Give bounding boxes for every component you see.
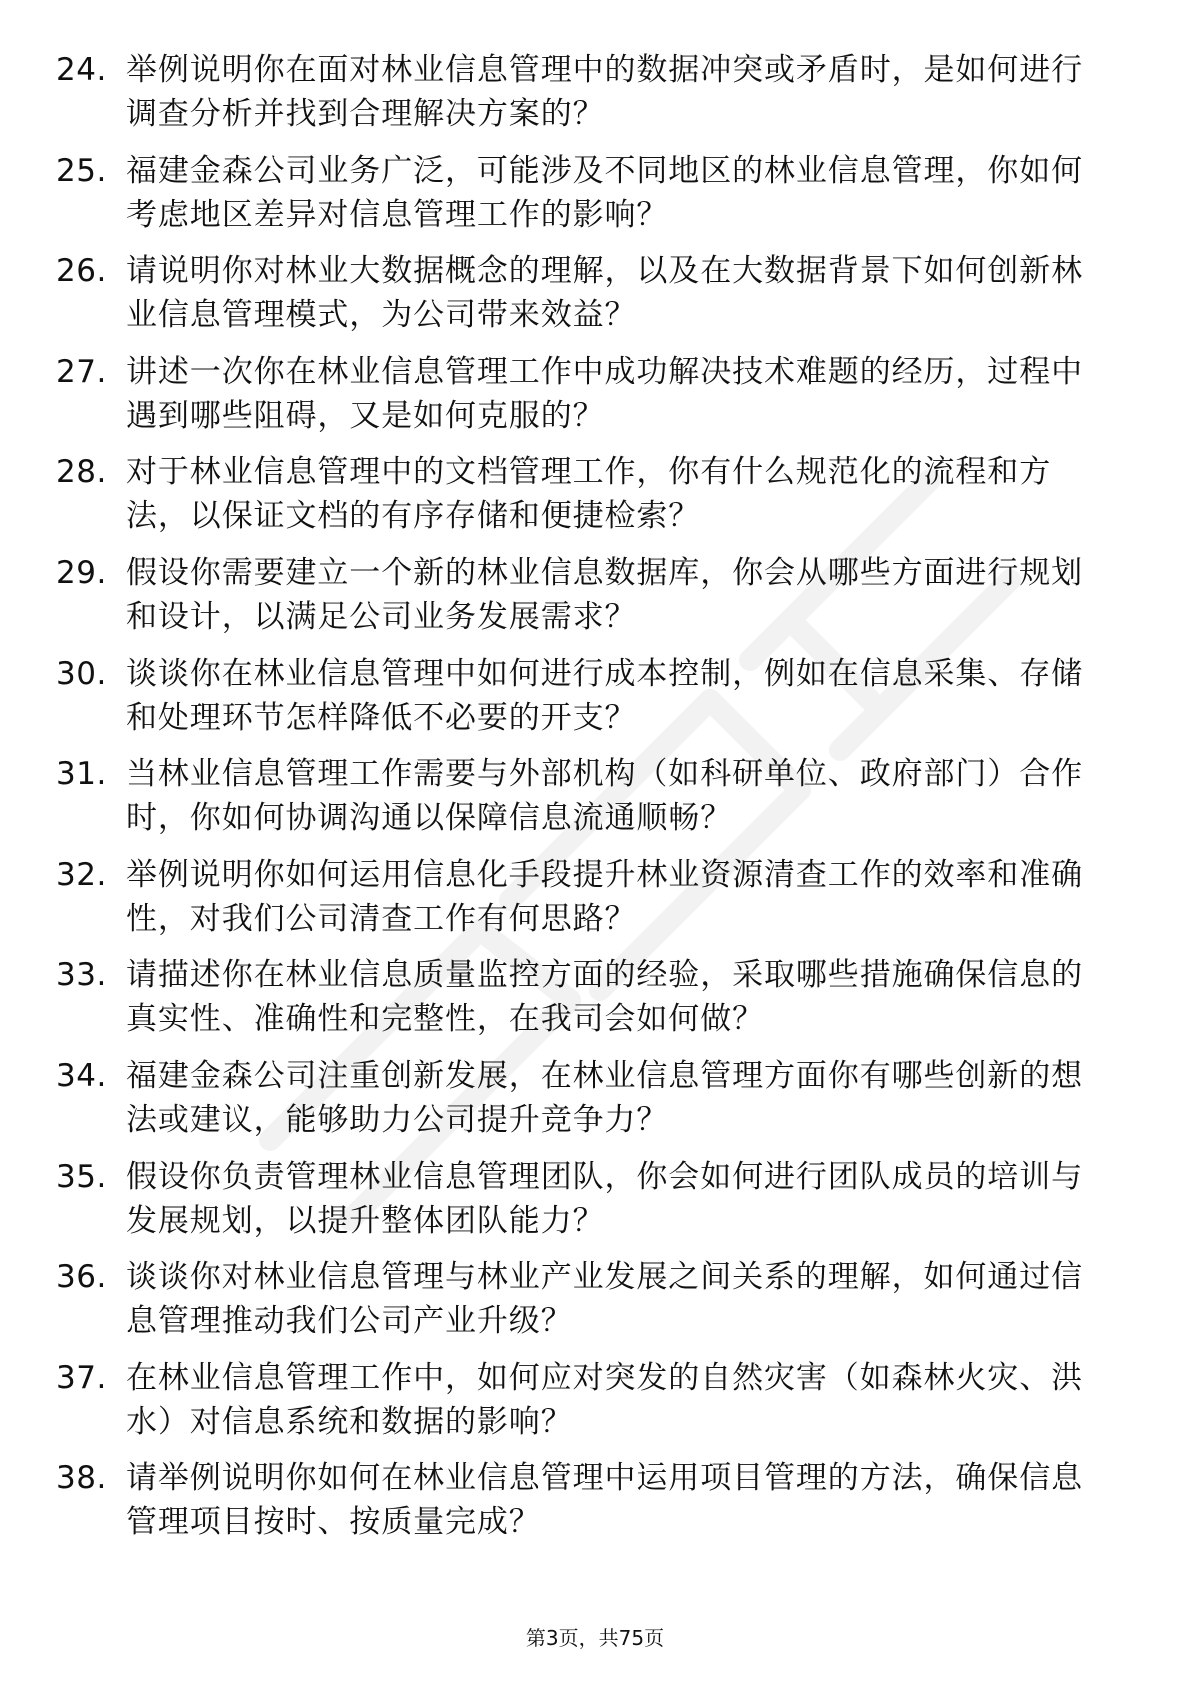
question-item	[56, 1054, 1106, 1155]
question-number: 24.	[56, 52, 107, 88]
question-item	[56, 652, 1106, 753]
question-item	[56, 350, 1106, 451]
question-item	[56, 1356, 1106, 1457]
question-text: 举例说明你如何运用信息化手段提升林业资源清查工作的效率和准确性，对我们公司清查工作有何思路？	[126, 856, 1083, 937]
question-text: 请描述你在林业信息质量监控方面的经验，采取哪些措施确保信息的真实性、准确性和完整性，在我司会如何做？	[126, 957, 1083, 1038]
question-text: 对于林业信息管理中的文档管理工作，你有什么规范化的流程和方法，以保证文档的有序存储和便捷检索？	[126, 454, 1052, 535]
question-text: 福建金森公司注重创新发展，在林业信息管理方面你有哪些创新的想法或建议，能够助力公司提升竞争力？	[126, 1057, 1083, 1138]
question-number: 31.	[56, 756, 107, 793]
question-item	[56, 752, 1106, 853]
question-text: 举例说明你在面对林业信息管理中的数据冲突或矛盾时，是如何进行调查分析并找到合理解决方案的？	[126, 52, 1083, 132]
question-number: 38.	[56, 1460, 107, 1497]
question-number: 36.	[56, 1259, 107, 1296]
question-text: 假设你需要建立一个新的林业信息数据库，你会从哪些方面进行规划和设计，以满足公司业务发展需求？	[126, 554, 1083, 635]
question-item	[56, 953, 1106, 1054]
question-item	[56, 249, 1106, 350]
question-item	[56, 149, 1106, 250]
question-number: 28.	[56, 454, 107, 491]
question-item	[56, 551, 1106, 652]
question-text: 福建金森公司业务广泛，可能涉及不同地区的林业信息管理，你如何考虑地区差异对信息管理工作的影响？	[126, 152, 1083, 233]
question-text: 当林业信息管理工作需要与外部机构（如科研单位、政府部门）合作时，你如何协调沟通以保障信息流通顺畅？	[126, 756, 1083, 837]
question-text: 请说明你对林业大数据概念的理解，以及在大数据背景下如何创新林业信息管理模式，为公司带来效益？	[126, 253, 1083, 334]
question-list	[56, 48, 1106, 1557]
question-number: 30.	[56, 655, 107, 692]
question-item	[56, 853, 1106, 954]
question-item	[56, 1456, 1106, 1557]
question-number: 34.	[56, 1057, 107, 1094]
question-number: 33.	[56, 957, 107, 994]
question-number: 26.	[56, 253, 107, 290]
question-text: 请举例说明你如何在林业信息管理中运用项目管理的方法，确保信息管理项目按时、按质量完成？	[126, 1460, 1083, 1541]
question-text: 讲述一次你在林业信息管理工作中成功解决技术难题的经历，过程中遇到哪些阻碍，又是如何克服的？	[126, 353, 1083, 434]
question-text: 谈谈你在林业信息管理中如何进行成本控制，例如在信息采集、存储和处理环节怎样降低不必要的开支？	[126, 655, 1083, 736]
question-text: 谈谈你对林业信息管理与林业产业发展之间关系的理解，如何通过信息管理推动我们公司产业升级？	[126, 1259, 1083, 1340]
question-text: 假设你负责管理林业信息管理团队，你会如何进行团队成员的培训与发展规划，以提升整体团队能力？	[126, 1158, 1083, 1239]
question-item	[56, 48, 1106, 149]
question-number: 32.	[56, 856, 107, 893]
question-number: 27.	[56, 353, 107, 390]
question-number: 37.	[56, 1359, 107, 1396]
question-item	[56, 450, 1106, 551]
question-item	[56, 1255, 1106, 1356]
question-item	[56, 1155, 1106, 1256]
question-number: 29.	[56, 554, 107, 591]
question-text: 在林业信息管理工作中，如何应对突发的自然灾害（如森林火灾、洪水）对信息系统和数据的影响？	[126, 1359, 1083, 1440]
page-number-label: 第3页，共75页	[525, 1626, 665, 1650]
question-number: 35.	[56, 1158, 107, 1195]
question-number: 25.	[56, 152, 107, 189]
page-footer	[0, 1624, 1190, 1652]
